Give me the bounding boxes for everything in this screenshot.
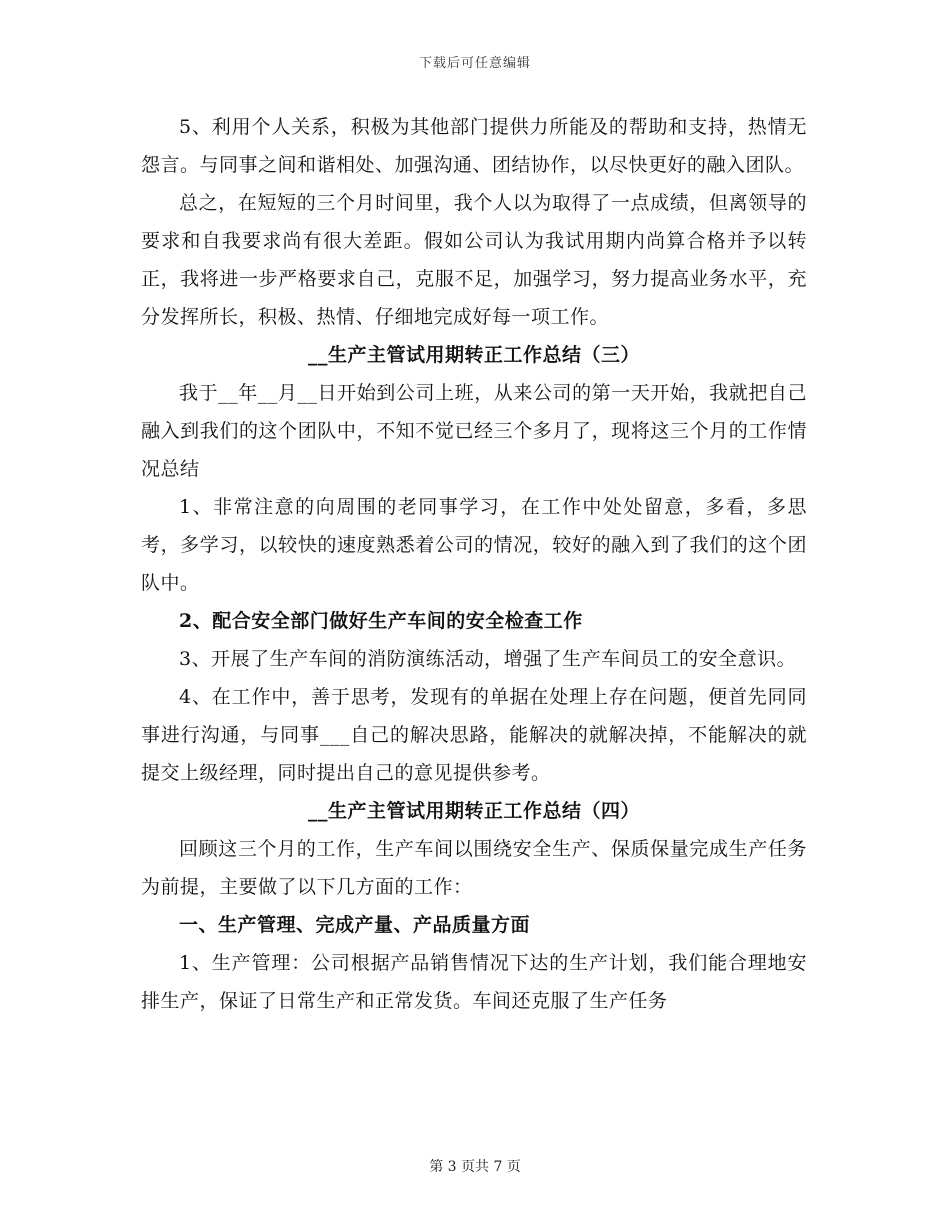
paragraph: 3、开展了生产车间的消防演练活动，增强了生产车间员工的安全意识。 bbox=[179, 648, 797, 670]
page-header: 下载后可任意编辑 bbox=[418, 56, 531, 71]
paragraph: 总之，在短短的三个月时间里，我个人以为取得了一点成绩，但离领导的要求和自我要求尚有很大差距。假如公司认为我试用期内尚算合格并予以转正，我将进一步严格要求自己，克服不足，加强学习，努力提高业务水平，充分发挥所长，积极、热情、仔细地完成好每一项工作。 bbox=[141, 192, 807, 328]
paragraph: 1、生产管理：公司根据产品销售情况下达的生产计划，我们能合理地安排生产，保证了日常生产和正常发货。车间还克服了生产任务 bbox=[141, 952, 807, 1012]
paragraph: 1、非常注意的向周围的老同事学习，在工作中处处留意，多看，多思考，多学习，以较快的速度熟悉着公司的情况，较好的融入到了我们的这个团队中。 bbox=[141, 496, 807, 594]
paragraph: 我于__年__月__日开始到公司上班，从来公司的第一天开始，我就把自己融入到我们的这个团队中，不知不觉已经三个多月了，现将这三个月的工作情况总结 bbox=[141, 382, 807, 480]
bold-heading: 一、生产管理、完成产量、产品质量方面 bbox=[179, 914, 531, 936]
paragraph: 回顾这三个月的工作，生产车间以围绕安全生产、保质保量完成生产任务为前提，主要做了以下几方面的工作： bbox=[141, 838, 807, 898]
section-title: __生产主管试用期转正工作总结（四） bbox=[307, 800, 640, 822]
section-title: __生产主管试用期转正工作总结（三） bbox=[307, 344, 640, 366]
paragraph: 5、利用个人关系，积极为其他部门提供力所能及的帮助和支持，热情无怨言。与同事之间和谐相处、加强沟通、团结协作，以尽快更好的融入团队。 bbox=[141, 116, 807, 176]
document-body bbox=[141, 108, 807, 1020]
paragraph: 4、在工作中，善于思考，发现有的单据在处理上存在问题，便首先同同事进行沟通，与同事___自己的解决思路，能解决的就解决掉，不能解决的就提交上级经理，同时提出自己的意见提供参考。 bbox=[141, 686, 807, 784]
bold-heading: 2、配合安全部门做好生产车间的安全检查工作 bbox=[179, 610, 583, 632]
page-footer: 第 3 页共 7 页 bbox=[429, 1159, 521, 1175]
